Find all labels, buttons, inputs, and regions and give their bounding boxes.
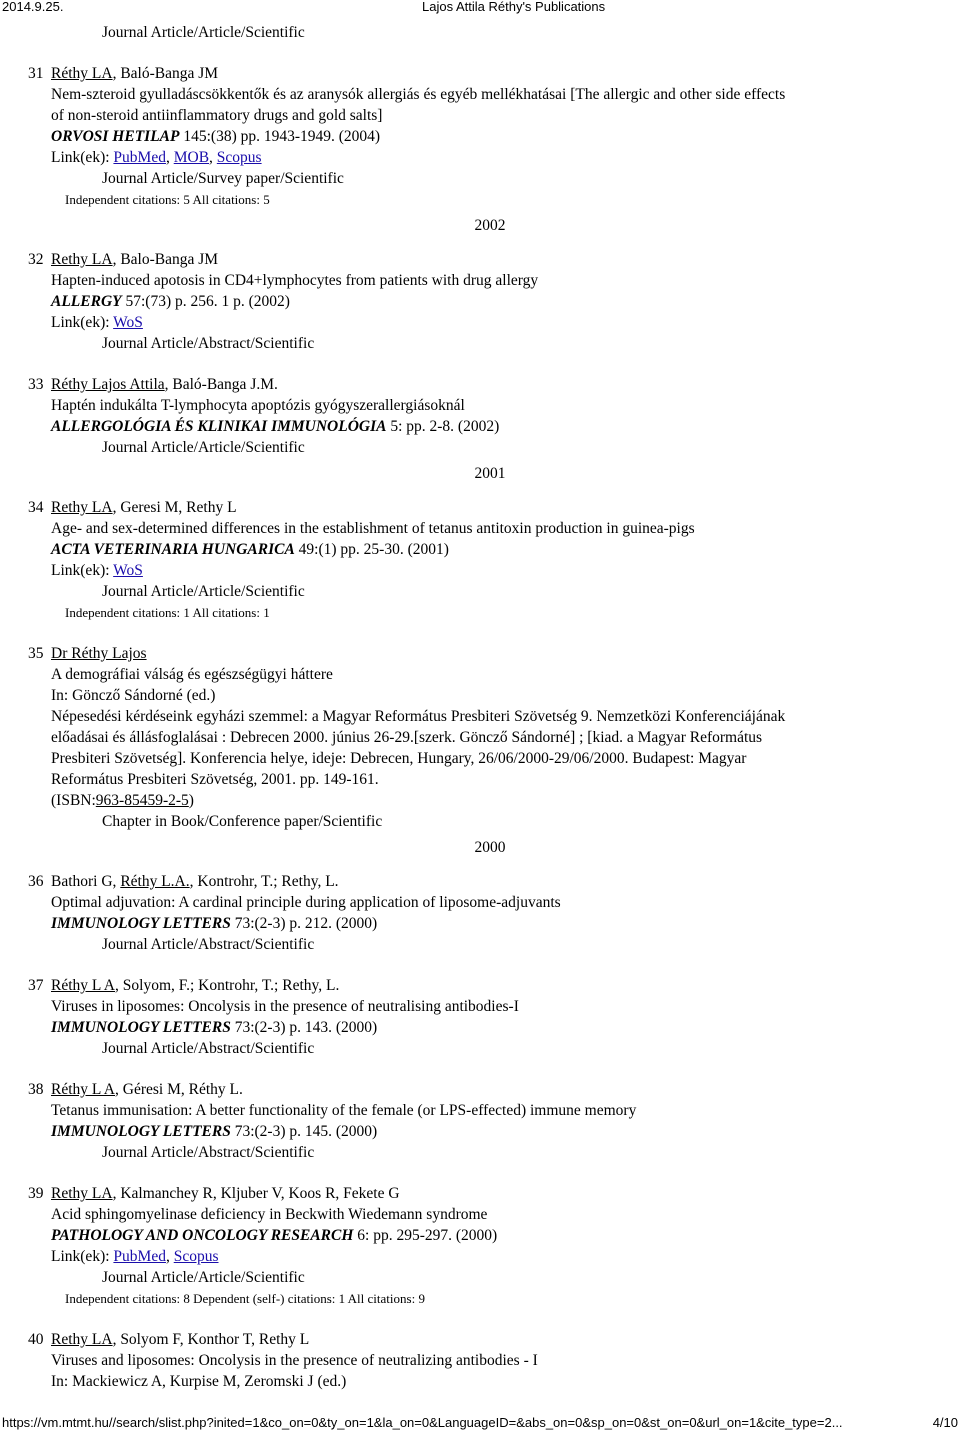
isbn-label: (ISBN: xyxy=(51,792,96,809)
pub-type: Journal Article/Abstract/Scientific xyxy=(102,335,315,352)
entry-number: 31 xyxy=(28,65,44,82)
pubmed-link[interactable]: PubMed xyxy=(113,149,166,166)
scopus-link[interactable]: Scopus xyxy=(216,149,262,166)
journal-name: IMMUNOLOGY LETTERS xyxy=(51,915,231,932)
year-heading: 2002 xyxy=(474,217,506,234)
entry-title: A demográfiai válság és egészségügyi háttere xyxy=(51,666,333,683)
entry-title: Haptén indukálta T-lymphocyta apoptózis gyógyszerallergiásoknál xyxy=(51,397,465,414)
publication-entry xyxy=(0,63,960,210)
print-header xyxy=(0,0,960,14)
links-label: Link(ek): xyxy=(51,149,114,166)
print-date: 2014.9.25. xyxy=(2,0,64,14)
publication-entry xyxy=(0,871,960,955)
wos-link[interactable]: WoS xyxy=(113,562,143,579)
entry-number: 35 xyxy=(28,645,44,662)
journal-name: ORVOSI HETILAP xyxy=(51,128,180,145)
journal-ref: 6: pp. 295-297. (2000) xyxy=(353,1227,498,1244)
publication-entry xyxy=(0,1079,960,1163)
link-separator: , xyxy=(165,149,174,166)
authors: , Balo-Banga JM xyxy=(112,251,219,268)
author-link[interactable]: Réthy LA xyxy=(51,65,113,82)
journal-ref: 57:(73) p. 256. 1 p. (2002) xyxy=(121,293,290,310)
authors: , Geresi M, Rethy L xyxy=(112,499,237,516)
pub-type: Journal Article/Abstract/Scientific xyxy=(102,1040,315,1057)
publication-entry xyxy=(0,643,960,832)
entry-number: 34 xyxy=(28,499,44,516)
entry-title: Tetanus immunisation: A better functionality of the female (or LPS-effected) immune memory xyxy=(51,1102,637,1119)
publication-entry xyxy=(0,975,960,1059)
authors: , Kontrohr, T.; Rethy, L. xyxy=(189,873,339,890)
entry-title: Hapten-induced apotosis in CD4+lymphocytes from patients with drug allergy xyxy=(51,272,539,289)
journal-name: IMMUNOLOGY LETTERS xyxy=(51,1019,231,1036)
publication-entry xyxy=(0,1183,960,1309)
authors: , Géresi M, Réthy L. xyxy=(115,1081,243,1098)
author-link[interactable]: Réthy L A xyxy=(51,1081,116,1098)
entry-number: 33 xyxy=(28,376,44,393)
book-editor: In: Mackiewicz A, Kurpise M, Zeromski J (ed.) xyxy=(51,1373,347,1390)
publication-entry xyxy=(0,374,960,458)
book-editor: In: Göncző Sándorné (ed.) xyxy=(51,687,216,704)
authors: , Solyom, F.; Kontrohr, T.; Rethy, L. xyxy=(115,977,340,994)
link-separator: , xyxy=(165,1248,174,1265)
page-url: https://vm.mtmt.hu//search/slist.php?inited=1&co_on=0&ty_on=1&la_on=0&LanguageID=&abs_on=0&sp_on=0&st_on=0&url_on=1&cite_type=2... xyxy=(2,1415,843,1430)
isbn-close: ) xyxy=(188,792,194,809)
journal-name: ACTA VETERINARIA HUNGARICA xyxy=(51,541,295,558)
entry-number: 32 xyxy=(28,251,44,268)
citations: Independent citations: 5 All citations: 5 xyxy=(65,192,270,207)
entry-title: Age- and sex-determined differences in the establishment of tetanus antitoxin production in guinea-pigs xyxy=(51,520,695,537)
pub-type: Journal Article/Article/Scientific xyxy=(102,1269,305,1286)
pub-type: Journal Article/Article/Scientific xyxy=(102,439,305,456)
journal-ref: 73:(2-3) p. 145. (2000) xyxy=(230,1123,378,1140)
mob-link[interactable]: MOB xyxy=(173,149,210,166)
page-number: 4/10 xyxy=(932,1415,958,1430)
entry-title: Nem-szteroid gyulladáscsökkentők és az aranysók allergiás és egyéb mellékhatásai [The allergic and other side effects xyxy=(51,86,786,103)
pub-type: Journal Article/Article/Scientific xyxy=(102,583,305,600)
print-footer xyxy=(0,1415,960,1433)
journal-ref: 5: pp. 2-8. (2002) xyxy=(386,418,500,435)
journal-name: ALLERGY xyxy=(51,293,122,310)
page-title: Lajos Attila Réthy's Publications xyxy=(422,0,606,14)
pub-type: Journal Article/Survey paper/Scientific xyxy=(102,170,344,187)
journal-ref: 145:(38) pp. 1943-1949. (2004) xyxy=(179,128,381,145)
author-link[interactable]: Réthy L.A. xyxy=(120,873,190,890)
authors-pre: Bathori G, xyxy=(51,873,121,890)
pub-type: Journal Article/Abstract/Scientific xyxy=(102,936,315,953)
entry-title: Viruses in liposomes: Oncolysis in the presence of neutralising antibodies-I xyxy=(51,998,519,1015)
links-label: Link(ek): xyxy=(51,1248,114,1265)
wos-link[interactable]: WoS xyxy=(113,314,143,331)
author-link[interactable]: Réthy L A xyxy=(51,977,116,994)
scopus-link[interactable]: Scopus xyxy=(173,1248,219,1265)
author-link[interactable]: Rethy LA xyxy=(51,1331,113,1348)
pub-type: Chapter in Book/Conference paper/Scientific xyxy=(102,813,383,830)
entry-title: Viruses and liposomes: Oncolysis in the presence of neutralizing antibodies - I xyxy=(51,1352,538,1369)
links-label: Link(ek): xyxy=(51,314,114,331)
citations: Independent citations: 1 All citations: 1 xyxy=(65,605,270,620)
journal-ref: 73:(2-3) p. 212. (2000) xyxy=(230,915,378,932)
publication-entry xyxy=(0,1329,960,1392)
pub-type: Journal Article/Abstract/Scientific xyxy=(102,1144,315,1161)
pubmed-link[interactable]: PubMed xyxy=(113,1248,166,1265)
journal-name: PATHOLOGY AND ONCOLOGY RESEARCH xyxy=(51,1227,354,1244)
entry-number: 37 xyxy=(28,977,44,994)
entry-number: 40 xyxy=(28,1331,44,1348)
isbn-link[interactable]: 963-85459-2-5 xyxy=(95,792,189,809)
authors: , Solyom F, Konthor T, Rethy L xyxy=(112,1331,310,1348)
book-info: Presbiteri Szövetség]. Konferencia helye, ideje: Debrecen, Hungary, 26/06/2000-29/06/2000. Budapest: Magyar xyxy=(51,750,747,767)
entry-number: 36 xyxy=(28,873,44,890)
entry-title: Optimal adjuvation: A cardinal principle during application of liposome-adjuvants xyxy=(51,894,561,911)
publication-entry xyxy=(0,249,960,354)
book-info: Református Presbiteri Szövetség, 2001. pp. 149-161. xyxy=(51,771,379,788)
journal-name: ALLERGOLÓGIA ÉS KLINIKAI IMMUNOLÓGIA xyxy=(51,418,387,435)
links-label: Link(ek): xyxy=(51,562,114,579)
journal-name: IMMUNOLOGY LETTERS xyxy=(51,1123,231,1140)
entry-number: 38 xyxy=(28,1081,44,1098)
journal-ref: 73:(2-3) p. 143. (2000) xyxy=(230,1019,378,1036)
pub-type: Journal Article/Article/Scientific xyxy=(102,24,305,41)
author-link[interactable]: Rethy LA xyxy=(51,1185,113,1202)
book-info: Népesedési kérdéseink egyházi szemmel: a Magyar Református Presbiteri Szövetség 9. Nemzetközi Konferenciájának xyxy=(51,708,786,725)
journal-ref: 49:(1) pp. 25-30. (2001) xyxy=(294,541,449,558)
authors: , Kalmanchey R, Kljuber V, Koos R, Fekete G xyxy=(112,1185,400,1202)
link-separator: , xyxy=(209,149,217,166)
entry-title-cont: of non-steroid antiinflammatory drugs and gold salts] xyxy=(51,107,383,124)
authors: , Baló-Banga J.M. xyxy=(164,376,278,393)
year-heading: 2000 xyxy=(474,839,506,856)
author-link[interactable]: Dr Réthy Lajos xyxy=(51,645,147,662)
book-info: előadásai és állásfoglalásai : Debrecen 2000. június 26-29.[szerk. Göncző Sándorné] ; [kiad. a Magyar Református xyxy=(51,729,763,746)
author-link[interactable]: Rethy LA xyxy=(51,251,113,268)
author-link[interactable]: Réthy Lajos Attila xyxy=(51,376,165,393)
authors: , Baló-Banga JM xyxy=(112,65,219,82)
entry-number: 39 xyxy=(28,1185,44,1202)
publication-entry xyxy=(0,497,960,623)
year-heading: 2001 xyxy=(474,465,506,482)
entry-title: Acid sphingomyelinase deficiency in Beckwith Wiedemann syndrome xyxy=(51,1206,488,1223)
author-link[interactable]: Rethy LA xyxy=(51,499,113,516)
citations: Independent citations: 8 Dependent (self-) citations: 1 All citations: 9 xyxy=(65,1291,425,1306)
publication-list xyxy=(0,22,960,1392)
